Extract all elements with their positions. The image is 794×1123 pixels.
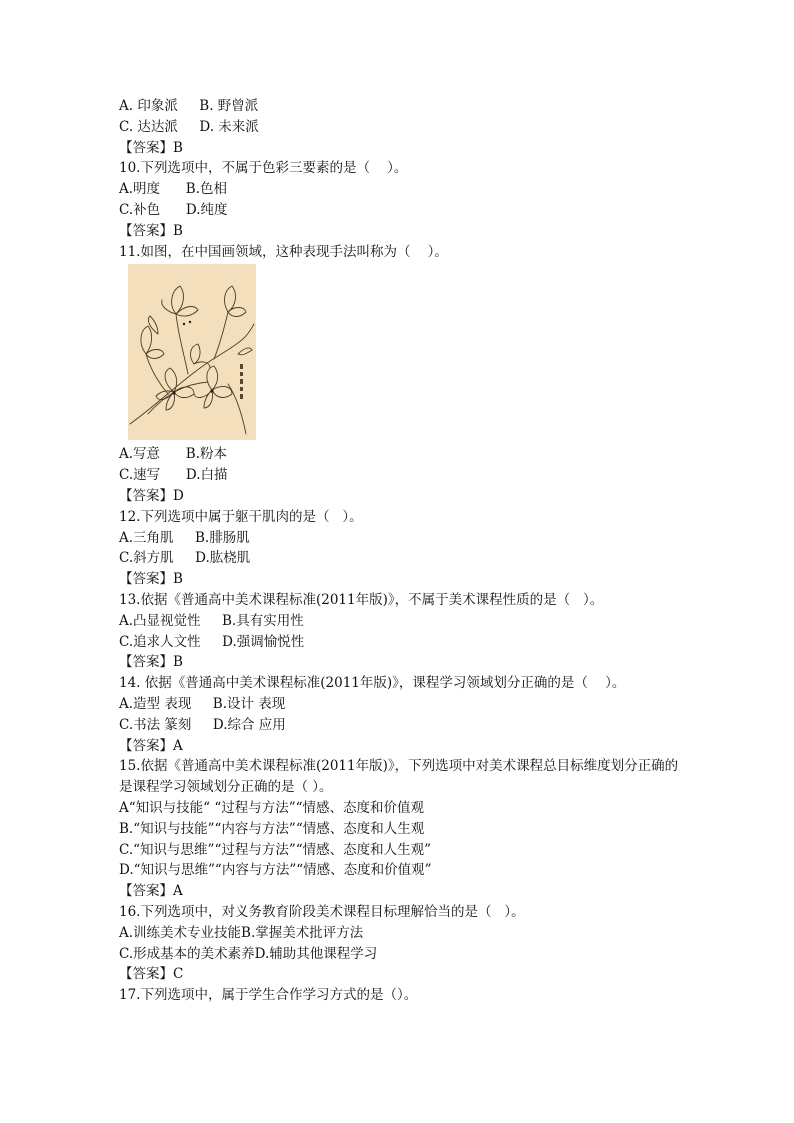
option-line: C.书法 篆刻 D.综合 应用 (119, 716, 286, 733)
option-line: A.写意 B.粉本 (119, 446, 227, 463)
option-line: B.“知识与技能”“内容与方法”“情感、态度和人生观 (119, 820, 425, 837)
answer-line: 【答案】D (119, 487, 184, 504)
question-stem: 10.下列选项中，不属于色彩三要素的是（ ）。 (119, 160, 408, 177)
question-stem: 12.下列选项中属于躯干肌肉的是（ ）。 (119, 508, 363, 525)
option-line: C.追求人文性 D.强调愉悦性 (119, 633, 305, 650)
option-line: A.造型 表现 B.设计 表现 (119, 695, 286, 712)
option-line: C.形成基本的美术素养D.辅助其他课程学习 (119, 945, 378, 962)
question-stem: 14. 依据《普通高中美术课程标准(2011年版)》，课程学习领域划分正确的是（ ）。 (119, 675, 626, 692)
option-line: A.明度 B.色相 (119, 181, 227, 198)
answer-line: 【答案】C (119, 966, 184, 983)
answer-line: 【答案】B (119, 654, 183, 671)
question-stem: 11.如图，在中国画领域，这种表现手法叫称为（ ）。 (119, 243, 448, 260)
magnolia-drawing-figure (128, 264, 256, 440)
question-stem: 13.依据《普通高中美术课程标准(2011年版)》，不属于美术课程性质的是（ ）。 (119, 591, 604, 608)
question-list (119, 96, 679, 1006)
option-line: A.三角肌 B.腓肠肌 (119, 529, 250, 546)
option-line: C.“知识与思维”“过程与方法”“情感、态度和人生观” (119, 841, 432, 858)
option-line: C. 达达派 D. 未来派 (119, 118, 259, 135)
answer-line: 【答案】A (119, 883, 183, 900)
option-line: A. 印象派 B. 野曾派 (119, 98, 259, 114)
answer-line: 【答案】B (119, 139, 183, 156)
magnolia-ink-line-drawing-icon (128, 264, 256, 440)
option-line: C.补色 D.纯度 (119, 201, 228, 218)
question-stem: 17.下列选项中，属于学生合作学习方式的是（）。 (119, 987, 418, 1004)
question-stem: 15.依据《普通高中美术课程标准(2011年版)》，下列选项中对美术课程总目标维度划分正确的是课程学习领域划分正确的是（ ）。 (119, 758, 679, 796)
option-line: D.“知识与思维”“内容与方法”“情感、态度和价值观” (119, 862, 432, 879)
option-line: A“知识与技能“ “过程与方法”“情感、态度和价值观 (119, 799, 425, 816)
option-line: C.速写 D.白描 (119, 467, 228, 484)
question-stem: 16.下列选项中，对义务教育阶段美术课程目标理解恰当的是（ ）。 (119, 903, 525, 920)
option-line: A.凸显视觉性 B.具有实用性 (119, 612, 304, 629)
option-line: C.斜方肌 D.肱桡肌 (119, 550, 251, 567)
answer-line: 【答案】A (119, 737, 183, 754)
answer-line: 【答案】B (119, 222, 183, 239)
option-line: A.训练美术专业技能B.掌握美术批评方法 (119, 924, 364, 941)
answer-line: 【答案】B (119, 571, 183, 588)
